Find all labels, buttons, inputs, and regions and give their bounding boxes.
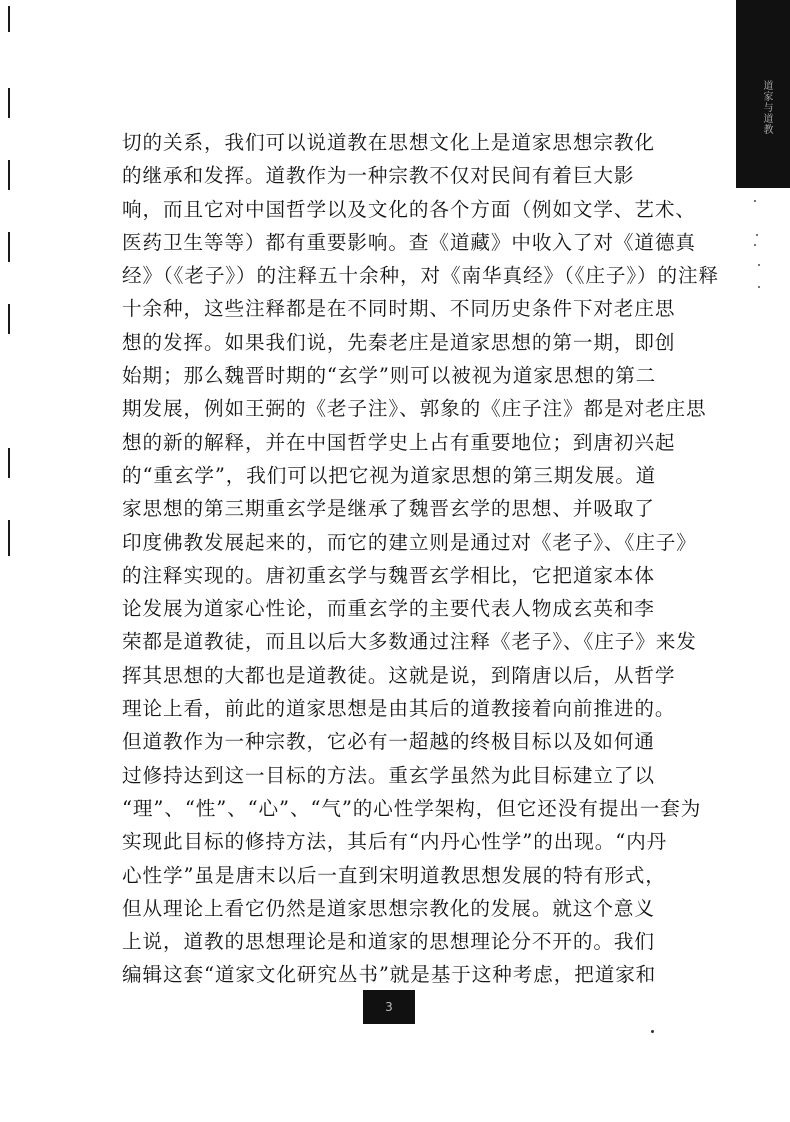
text-line: 的注释实现的。唐初重玄学与魏晋玄学相比，它把道家本体	[122, 563, 655, 587]
text-line: 过修持达到这一目标的方法。重玄学虽然为此目标建立了以	[122, 763, 655, 787]
text-line: 论发展为道家心性论，而重玄学的主要代表人物成玄英和李	[122, 597, 655, 621]
binding-margin-marks	[8, 0, 14, 1122]
text-line: 家思想的第三期重玄学是继承了魏晋玄学的思想、并吸取了	[122, 497, 655, 521]
body-text	[122, 126, 719, 1006]
text-line: 的继承和发挥。道教作为一种宗教不仅对民间有着巨大影	[122, 164, 635, 188]
text-line: 经》（《老子》）的注释五十余种，对《南华真经》（《庄子》）的注释	[122, 264, 719, 288]
text-line: 理论上看，前此的道家思想是由其后的道教接着向前推进的。	[122, 697, 676, 721]
text-line: 但道教作为一种宗教，它必有一超越的终极目标以及如何通	[122, 730, 655, 754]
scan-dot	[651, 1030, 654, 1033]
text-line: 心性学”虽是唐末以后一直到宋明道教思想发展的特有形式，	[122, 863, 666, 887]
text-line: 上说，道教的思想理论是和道家的思想理论分不开的。我们	[122, 930, 655, 954]
text-line: 想的新的解释，并在中国哲学史上占有重要地位；到唐初兴起	[122, 430, 676, 454]
text-line: 想的发挥。如果我们说，先秦老庄是道家思想的第一期，即创	[122, 330, 676, 354]
text-line: 切的关系，我们可以说道教在思想文化上是道家思想宗教化	[122, 131, 655, 154]
text-line: 实现此目标的修持方法，其后有“内丹心性学”的出现。“内丹	[122, 830, 668, 854]
text-line: 医药卫生等等）都有重要影响。查《道藏》中收入了对《道德真	[122, 230, 696, 254]
text-line: 期发展，例如王弼的《老子注》、郭象的《庄子注》都是对老庄思	[122, 397, 707, 421]
scan-specks	[750, 200, 770, 290]
text-line: 印度佛教发展起来的，而它的建立则是通过对《老子》、《庄子》	[122, 530, 697, 554]
text-line: 始期；那么魏晋时期的“玄学”则可以被视为道家思想的第二	[122, 364, 657, 388]
text-line: 挥其思想的大都也是道教徒。这就是说，到隋唐以后，从哲学	[122, 663, 676, 687]
text-line: 响，而且它对中国哲学以及文化的各个方面（例如文学、艺术、	[122, 197, 696, 221]
text-line: “理”、“性”、“心”、“气”的心性学架构，但它还没有提出一套为	[122, 796, 702, 820]
thumb-tab-label: 道家与道教	[761, 80, 772, 135]
text-line: 编辑这套“道家文化研究丛书”就是基于这种考虑，把道家和	[122, 963, 657, 987]
text-line: 但从理论上看它仍然是道家思想宗教化的发展。就这个意义	[122, 896, 655, 920]
chapter-thumb-tab	[736, 0, 790, 188]
page-number-text: 3	[385, 1000, 393, 1014]
text-line: 荣都是道教徒，而且以后大多数通过注释《老子》、《庄子》来发	[122, 630, 697, 654]
text-line: 的“重玄学”，我们可以把它视为道家思想的第三期发展。道	[122, 463, 657, 487]
page-number	[363, 990, 415, 1024]
text-line: 十余种，这些注释都是在不同时期、不同历史条件下对老庄思	[122, 297, 676, 321]
